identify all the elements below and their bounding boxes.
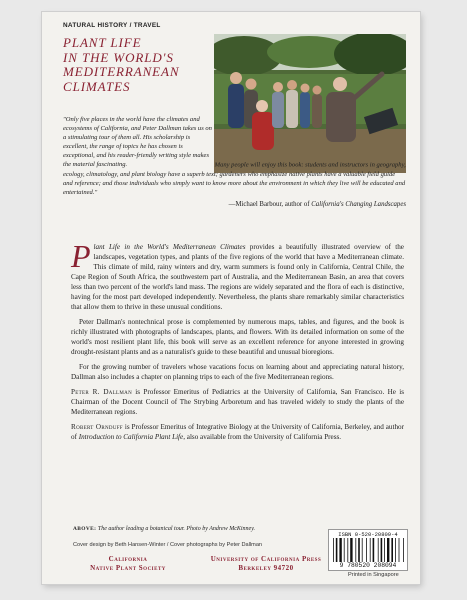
- barcode-bars: [331, 538, 405, 562]
- isbn-barcode: [328, 529, 408, 571]
- book-description: [71, 238, 404, 447]
- description-paragraph-3: For the growing number of travelers whose vacations focus on learning about and appreciating natural history, Dallman also includes a chapter on planning trips to each of the five Mediterranean regions.: [71, 363, 404, 381]
- quote-text: "Only five places in the world have the climates and ecosystems of California, and Peter Dallman takes us on a stimulating tour of them all. His scholarship is excellent, the range of topics he has chosen is exceptional, and his reader-friendly writing style makes the material fascinating. Many people will enjoy this book: students and instructors in geography, ecology, climatology, and plant biology have a superb text; gardeners who emphasize native plants have a valuable field guide and reference; and those individuals who simply want to know more about the environment in which they live will be educated and entertained.": [63, 116, 406, 196]
- publisher-ucpress: University of California Press Berkeley 94720: [210, 555, 322, 572]
- isbn-number: ISBN 0-520-20809-4: [338, 531, 398, 538]
- author-bio: Peter R. Dallman is Professor Emeritus of Pediatrics at the University of California, San Francisco. He is Chairman of the Docent Council of The Strybing Arboretum and has traveled widely to study the plants of the Mediterranean regions.: [71, 388, 404, 416]
- description-paragraph-1: Plant Life in the World's Mediterranean Climates provides a beautifully illustrated overview of the landscapes, vegetation types, and plants of the five regions of the world that have a Mediterranean climate. This climate of mild, rainy winters and dry, warm summers is found only in California, Central Chile, the Cape Region of South Africa, the southwestern part of Australia, and the Mediterranean Basin, an area that covers less than two percent of the world's land mass. The regions are widely separated and the flora of each is distinctive, having for the most part developed independently. Nevertheless, the plants share remarkably similar characteristics that allow them to thrive in these unusual conditions.: [71, 238, 404, 311]
- title-line-4: CLIMATES: [63, 78, 131, 94]
- title-line-3: MEDITERRANEAN: [63, 64, 180, 79]
- printed-in: Printed in Singapore: [348, 572, 399, 578]
- book-title: [63, 36, 218, 94]
- photo-caption: ABOVE: The author leading a botanical tour. Photo by Andrew McKinney.: [73, 526, 256, 532]
- title-line-2: IN THE WORLD'S: [63, 49, 174, 65]
- dropcap: P: [71, 238, 91, 274]
- book-back-cover: [42, 12, 420, 584]
- quote-attribution: —Michael Barbour, author of California's Changing Landscapes: [228, 200, 406, 208]
- description-paragraph-2: Peter Dallman's nontechnical prose is complemented by numerous maps, tables, and figures, and the book is richly illustrated with photographs of landscapes, plants, and flowers. With its detailed information on some of the world's most resilient plant life, this book will serve as an excellent reference for anyone interested in growing drought-resistant plants and as a naturalist's guide to these beautiful and unusual bioregions.: [71, 318, 404, 356]
- title-line-1: PLANT LIFE: [63, 35, 142, 50]
- contributor-bio: Robert Ornduff is Professor Emeritus of Integrative Biology at the University of California, Berkeley, and author of Introduction to California Plant Life, also available from the University of California Press.: [71, 423, 404, 441]
- cover-credits: Cover design by Beth Hansen-Winter / Cover photographs by Peter Dallman: [73, 542, 263, 548]
- publisher-cnps: California Native Plant Society: [90, 555, 166, 572]
- category-label: NATURAL HISTORY / TRAVEL: [63, 22, 161, 29]
- ean-number: 9 780520 208094: [339, 562, 397, 569]
- review-quote: [63, 115, 406, 209]
